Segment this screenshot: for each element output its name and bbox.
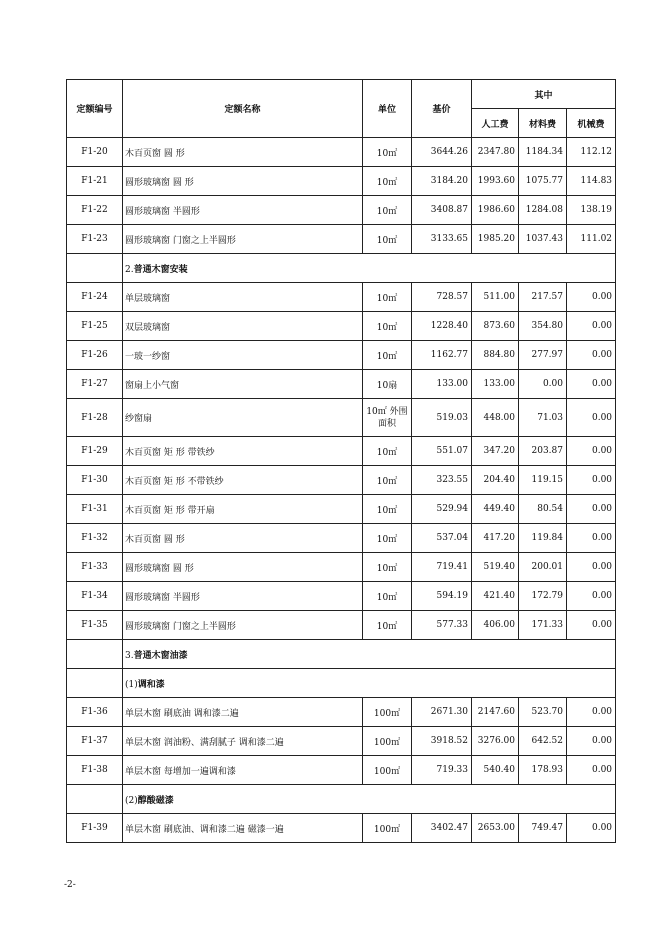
material-cell: 203.87 [519,437,567,466]
table-body [67,138,616,843]
machine-cell: 0.00 [567,370,616,399]
material-cell: 277.97 [519,341,567,370]
table-row [67,466,616,495]
section-row [67,254,616,283]
name-cell: 圆形玻璃窗 门窗之上半圆形 [123,225,363,254]
material-cell: 119.84 [519,524,567,553]
labor-cell: 133.00 [472,370,519,399]
table-row [67,611,616,640]
unit-cell: 10㎡ [363,312,412,341]
machine-cell: 0.00 [567,814,616,843]
section-code-cell [67,785,123,814]
machine-cell: 114.83 [567,167,616,196]
section-title-cell [123,785,616,814]
machine-cell: 0.00 [567,312,616,341]
base-price-cell: 323.55 [412,466,472,495]
base-price-cell: 537.04 [412,524,472,553]
base-price-cell: 519.03 [412,399,472,437]
code-cell: F1-28 [67,399,123,437]
header-name: 定额名称 [123,80,363,138]
table-row [67,341,616,370]
machine-cell: 0.00 [567,524,616,553]
table-row [67,370,616,399]
labor-cell: 204.40 [472,466,519,495]
labor-cell: 873.60 [472,312,519,341]
section-prefix: (2) [125,795,138,806]
section-title-cell [123,669,616,698]
unit-cell: 10㎡ [363,553,412,582]
code-cell: F1-27 [67,370,123,399]
machine-cell: 0.00 [567,698,616,727]
code-cell: F1-26 [67,341,123,370]
name-cell: 圆形玻璃窗 半圆形 [123,196,363,225]
unit-cell: 100㎡ [363,756,412,785]
base-price-cell: 3644.26 [412,138,472,167]
material-cell: 0.00 [519,370,567,399]
labor-cell: 421.40 [472,582,519,611]
section-title-cell [123,640,616,669]
table-row [67,698,616,727]
table-row [67,312,616,341]
machine-cell: 0.00 [567,466,616,495]
base-price-cell: 2671.30 [412,698,472,727]
header-code: 定额编号 [67,80,123,138]
section-code-cell [67,254,123,283]
header-base-price: 基价 [412,80,472,138]
code-cell: F1-24 [67,283,123,312]
base-price-cell: 728.57 [412,283,472,312]
unit-cell: 10㎡ [363,225,412,254]
material-cell: 749.47 [519,814,567,843]
material-cell: 178.93 [519,756,567,785]
base-price-cell: 3408.87 [412,196,472,225]
machine-cell: 0.00 [567,727,616,756]
code-cell: F1-23 [67,225,123,254]
base-price-cell: 719.33 [412,756,472,785]
header-unit: 单位 [363,80,412,138]
name-cell: 圆形玻璃窗 门窗之上半圆形 [123,611,363,640]
material-cell: 1037.43 [519,225,567,254]
labor-cell: 884.80 [472,341,519,370]
code-cell: F1-37 [67,727,123,756]
machine-cell: 112.12 [567,138,616,167]
code-cell: F1-31 [67,495,123,524]
unit-cell: 10㎡ [363,283,412,312]
name-cell: 窗扇上小气窗 [123,370,363,399]
table-row [67,727,616,756]
name-cell: 圆形玻璃窗 圆 形 [123,167,363,196]
code-cell: F1-29 [67,437,123,466]
labor-cell: 519.40 [472,553,519,582]
material-cell: 71.03 [519,399,567,437]
name-cell: 单层木窗 刷底油 调和漆二遍 [123,698,363,727]
machine-cell: 0.00 [567,341,616,370]
code-cell: F1-38 [67,756,123,785]
labor-cell: 449.40 [472,495,519,524]
page-number: -2- [64,880,76,890]
name-cell: 木百页窗 矩 形 不带铁纱 [123,466,363,495]
material-cell: 1284.08 [519,196,567,225]
material-cell: 200.01 [519,553,567,582]
unit-cell: 10㎡ [363,196,412,225]
material-cell: 171.33 [519,611,567,640]
section-prefix: 3. [125,650,134,661]
base-price-cell: 133.00 [412,370,472,399]
name-cell: 木百页窗 矩 形 带铁纱 [123,437,363,466]
unit-cell: 10㎡ [363,138,412,167]
machine-cell: 0.00 [567,756,616,785]
unit-cell: 10㎡ [363,167,412,196]
code-cell: F1-22 [67,196,123,225]
code-cell: F1-32 [67,524,123,553]
labor-cell: 2653.00 [472,814,519,843]
labor-cell: 406.00 [472,611,519,640]
unit-cell: 10㎡ 外围面积 [363,399,412,437]
base-price-cell: 3133.65 [412,225,472,254]
section-title: 醇酸磁漆 [137,795,174,806]
base-price-cell: 1228.40 [412,312,472,341]
section-title-cell [123,254,616,283]
table-row [67,553,616,582]
section-title: 调和漆 [137,679,165,690]
base-price-cell: 577.33 [412,611,472,640]
base-price-cell: 719.41 [412,553,472,582]
name-cell: 单层木窗 润油粉、满刮腻子 调和漆二遍 [123,727,363,756]
name-cell: 圆形玻璃窗 圆 形 [123,553,363,582]
table-row [67,196,616,225]
machine-cell: 0.00 [567,611,616,640]
machine-cell: 111.02 [567,225,616,254]
machine-cell: 0.00 [567,399,616,437]
code-cell: F1-30 [67,466,123,495]
labor-cell: 2147.60 [472,698,519,727]
header-machine: 机械费 [567,109,616,138]
material-cell: 119.15 [519,466,567,495]
base-price-cell: 529.94 [412,495,472,524]
material-cell: 1075.77 [519,167,567,196]
code-cell: F1-21 [67,167,123,196]
machine-cell: 0.00 [567,283,616,312]
code-cell: F1-35 [67,611,123,640]
machine-cell: 0.00 [567,495,616,524]
code-cell: F1-36 [67,698,123,727]
table-row [67,437,616,466]
unit-cell: 10㎡ [363,466,412,495]
section-code-cell [67,669,123,698]
labor-cell: 511.00 [472,283,519,312]
section-prefix: 2. [125,264,134,275]
base-price-cell: 1162.77 [412,341,472,370]
header-material: 材料费 [519,109,567,138]
code-cell: F1-34 [67,582,123,611]
table-row [67,756,616,785]
name-cell: 木百页窗 矩 形 带开扇 [123,495,363,524]
code-cell: F1-25 [67,312,123,341]
machine-cell: 0.00 [567,553,616,582]
material-cell: 523.70 [519,698,567,727]
labor-cell: 1993.60 [472,167,519,196]
section-title: 普通木窗油漆 [133,650,188,661]
name-cell: 木百页窗 圆 形 [123,524,363,553]
name-cell: 圆形玻璃窗 半圆形 [123,582,363,611]
labor-cell: 1985.20 [472,225,519,254]
base-price-cell: 3918.52 [412,727,472,756]
material-cell: 642.52 [519,727,567,756]
quota-table [66,79,616,843]
name-cell: 单层木窗 每增加一遍调和漆 [123,756,363,785]
unit-cell: 100㎡ [363,727,412,756]
header-of-which: 其中 [472,80,616,109]
unit-cell: 100㎡ [363,698,412,727]
section-row [67,669,616,698]
labor-cell: 417.20 [472,524,519,553]
name-cell: 一玻一纱窗 [123,341,363,370]
material-cell: 80.54 [519,495,567,524]
base-price-cell: 3184.20 [412,167,472,196]
unit-cell: 10㎡ [363,611,412,640]
base-price-cell: 3402.47 [412,814,472,843]
unit-cell: 10扇 [363,370,412,399]
code-cell: F1-20 [67,138,123,167]
code-cell: F1-33 [67,553,123,582]
section-code-cell [67,640,123,669]
material-cell: 217.57 [519,283,567,312]
section-title: 普通木窗安装 [133,264,188,275]
table-row [67,283,616,312]
base-price-cell: 551.07 [412,437,472,466]
code-cell: F1-39 [67,814,123,843]
name-cell: 单层木窗 刷底油、调和漆二遍 磁漆一遍 [123,814,363,843]
material-cell: 354.80 [519,312,567,341]
unit-cell: 10㎡ [363,341,412,370]
material-cell: 172.79 [519,582,567,611]
machine-cell: 0.00 [567,437,616,466]
header-labor: 人工费 [472,109,519,138]
name-cell: 单层玻璃窗 [123,283,363,312]
labor-cell: 3276.00 [472,727,519,756]
name-cell: 纱窗扇 [123,399,363,437]
unit-cell: 10㎡ [363,495,412,524]
labor-cell: 1986.60 [472,196,519,225]
name-cell: 木百页窗 圆 形 [123,138,363,167]
base-price-cell: 594.19 [412,582,472,611]
unit-cell: 10㎡ [363,524,412,553]
table-row [67,582,616,611]
unit-cell: 10㎡ [363,437,412,466]
name-cell: 双层玻璃窗 [123,312,363,341]
labor-cell: 448.00 [472,399,519,437]
unit-cell: 10㎡ [363,582,412,611]
table-row [67,495,616,524]
unit-cell: 100㎡ [363,814,412,843]
labor-cell: 2347.80 [472,138,519,167]
table-row [67,399,616,437]
section-row [67,640,616,669]
machine-cell: 138.19 [567,196,616,225]
table-row [67,167,616,196]
table-row [67,225,616,254]
table-row [67,814,616,843]
table-row [67,524,616,553]
material-cell: 1184.34 [519,138,567,167]
section-prefix: (1) [125,679,138,690]
machine-cell: 0.00 [567,582,616,611]
section-row [67,785,616,814]
labor-cell: 347.20 [472,437,519,466]
table-row [67,138,616,167]
labor-cell: 540.40 [472,756,519,785]
